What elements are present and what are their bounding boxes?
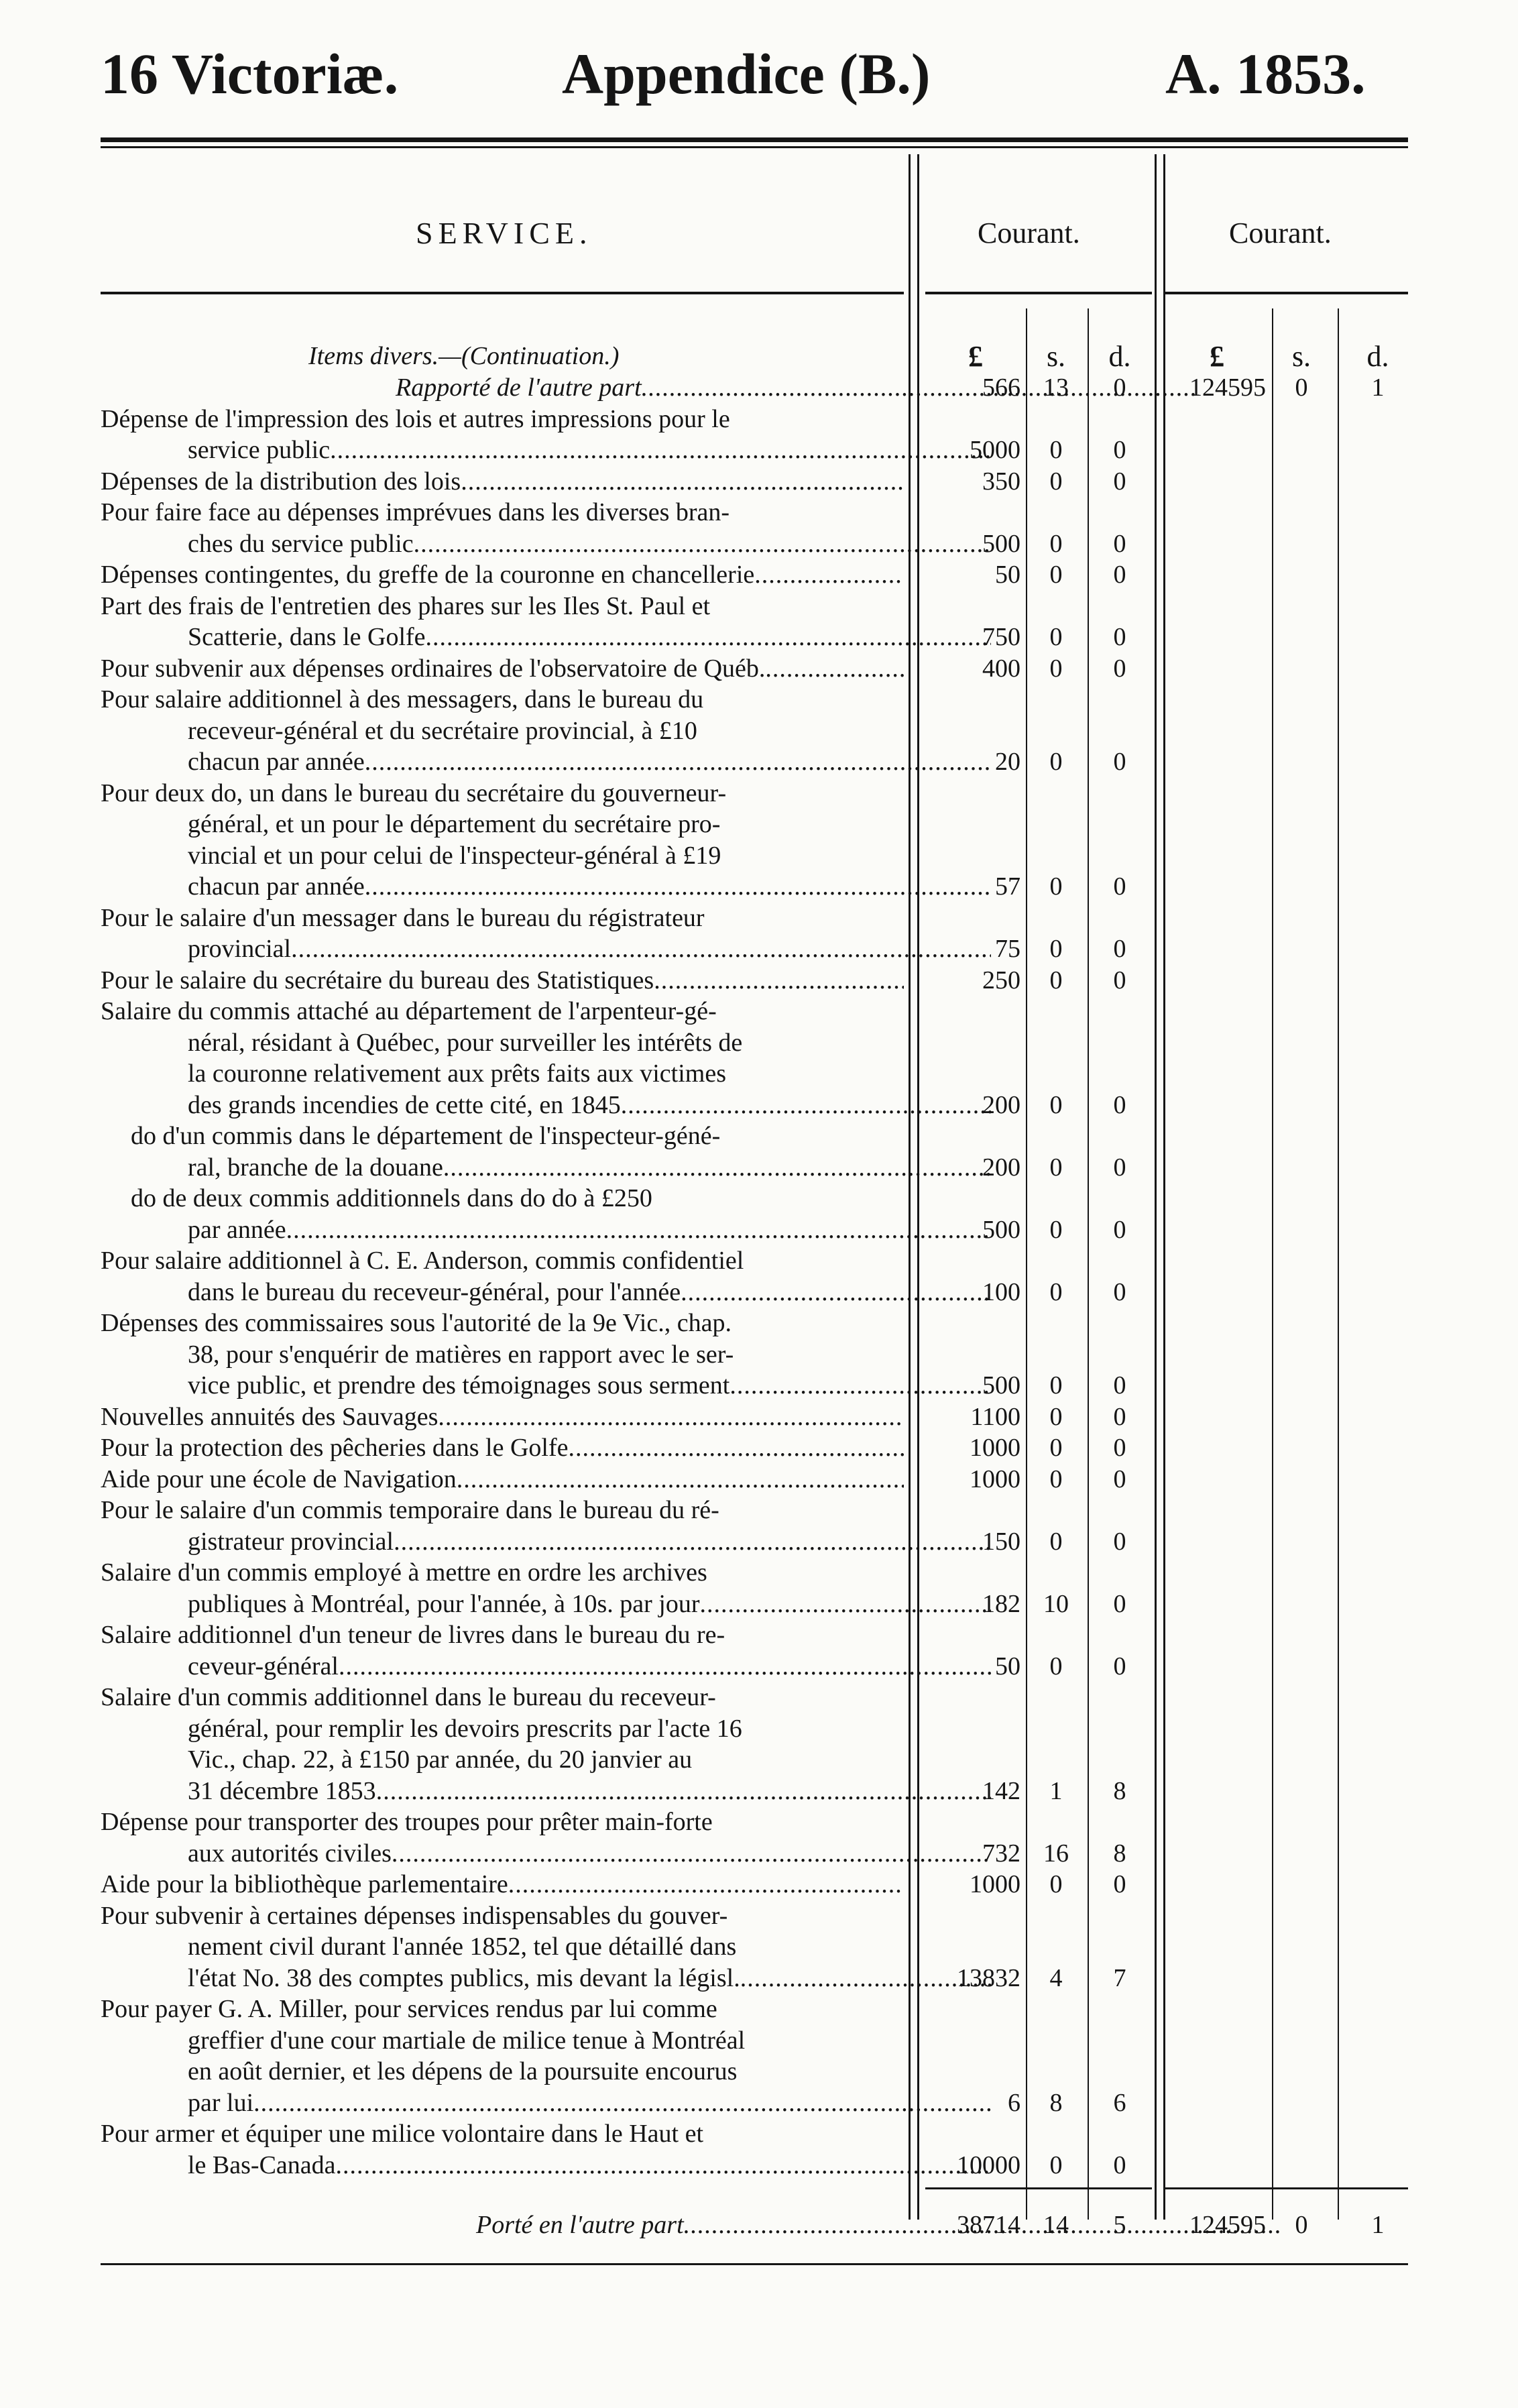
item-text: Pour la protection des pêcheries dans le Golfe: [101, 1434, 569, 1462]
amount-pence: 0: [1113, 1215, 1126, 1244]
amount-pence: 0: [1113, 1090, 1126, 1119]
amount-shillings: 0: [1049, 1434, 1063, 1462]
amount-pence: 0: [1113, 748, 1126, 776]
item-description-line: [101, 435, 991, 465]
amount-pounds: 500: [982, 1215, 1020, 1244]
item-text: Nouvelles annuités des Sauvages: [101, 1402, 439, 1431]
item-text: Pour salaire additionnel à des messagers, dans le bureau du: [101, 685, 704, 713]
item-text: do de deux commis additionnels dans do do à £250: [131, 1184, 652, 1212]
item-text: néral, résidant à Québec, pour surveiller les intérêts de: [188, 1028, 743, 1057]
item-text: l'état No. 38 des comptes publics, mis devant la législ.: [188, 1963, 740, 1992]
item-text: aux autorités civiles: [188, 1839, 392, 1868]
amount-shillings: 0: [1049, 1465, 1063, 1493]
amount-pounds: 13832: [957, 1963, 1020, 1992]
header-rule-thick: [101, 137, 1408, 142]
amount-pounds: 732: [982, 1839, 1020, 1868]
item-text: provincial: [188, 935, 292, 963]
item-description-line: [101, 1183, 934, 1214]
item-text: greffier d'une cour martiale de milice tenue à Montréal: [188, 2026, 746, 2055]
total-label: Porté en l'autre part .....: [101, 2210, 1279, 2240]
amount-pounds: 350: [982, 467, 1020, 496]
item-description-line: [101, 1432, 904, 1463]
item-description-line: [101, 1776, 991, 1807]
column-divider: [1163, 154, 1165, 2220]
item-text: Dépenses de la distribution des lois: [101, 467, 461, 496]
item-text: nement civil durant l'année 1852, tel que détaillé dans: [188, 1933, 737, 1961]
item-description-line: [101, 591, 904, 622]
item-description-line: [101, 1807, 904, 1837]
item-text: service public: [188, 436, 331, 464]
item-description-line: [101, 715, 991, 746]
amount-pounds: 500: [982, 1371, 1020, 1399]
item-description-line: [101, 1339, 991, 1370]
item-text: Pour le salaire d'un commis temporaire dans le bureau du ré-: [101, 1496, 719, 1524]
item-description-line: [101, 2150, 991, 2181]
item-text: Dépense de l'impression des lois et autres impressions pour le: [101, 404, 730, 433]
total-pounds: 38714: [957, 2211, 1020, 2239]
courant-1-header-rule: [925, 292, 1152, 294]
bottom-rule: [101, 2263, 1408, 2265]
column-divider: [1088, 308, 1089, 2220]
item-text: le Bas-Canada: [188, 2151, 336, 2179]
item-text: par année: [188, 1215, 286, 1244]
item-description-line: [101, 1713, 991, 1744]
amount-pounds: 75: [995, 935, 1020, 963]
amount-pounds: 142: [982, 1776, 1020, 1805]
item-text: en août dernier, et les dépens de la poursuite encourus: [188, 2057, 738, 2085]
item-text: des grands incendies de cette cité, en 1845: [188, 1090, 621, 1119]
amount-shillings: 0: [1049, 748, 1063, 776]
item-text: par lui: [188, 2088, 254, 2117]
item-text: vice public, et prendre des témoignages sous serment: [188, 1371, 730, 1399]
item-text: chacun par année: [188, 872, 365, 901]
item-text: Aide pour la bibliothèque parlementaire: [101, 1870, 508, 1898]
header-year: A. 1853.: [1165, 42, 1366, 106]
amount-pence: 0: [1113, 654, 1126, 683]
amount-pounds: 400: [982, 654, 1020, 683]
amount-pence: 0: [1113, 1402, 1126, 1431]
unit-pounds: £: [1210, 340, 1224, 373]
amount-pounds: 250: [982, 966, 1020, 994]
item-text: Salaire du commis attaché au département de l'arpenteur-gé-: [101, 997, 717, 1025]
amount-pence: 7: [1113, 1963, 1126, 1992]
header-rule-thin: [101, 146, 1408, 148]
item-text: Pour armer et équiper une milice volontaire dans le Haut et: [101, 2120, 704, 2148]
item-description-line: [101, 1963, 991, 1994]
column-divider: [1338, 308, 1339, 2220]
header-session: 16 Victoriæ.: [101, 42, 399, 106]
amount-pence: 0: [1113, 1153, 1126, 1182]
total-rule: [925, 2187, 1152, 2189]
item-description-line: [101, 1526, 991, 1557]
item-text: Pour le salaire d'un messager dans le bureau du régistrateur: [101, 903, 705, 932]
item-description-line: [101, 1931, 991, 1962]
amount-shillings: 4: [1049, 1963, 1063, 1992]
section-title: Items divers.—(Continuation.): [308, 342, 620, 370]
amount-pence-2: 1: [1371, 374, 1385, 402]
amount-shillings: 8: [1049, 2088, 1063, 2117]
amount-pence: 0: [1113, 1870, 1126, 1898]
column-header-courant-1: Courant.: [978, 217, 1080, 249]
unit-pounds: £: [968, 340, 983, 373]
item-text: Pour faire face au dépenses imprévues dans les diverses bran-: [101, 498, 730, 526]
amount-pence: 0: [1113, 2151, 1126, 2179]
item-text: Salaire d'un commis employé à mettre en ordre les archives: [101, 1558, 707, 1587]
item-description-line: [101, 1619, 904, 1650]
amount-pence: 0: [1113, 1434, 1126, 1462]
item-description-line: [101, 1090, 991, 1121]
item-text: Pour deux do, un dans le bureau du secrétaire du gouverneur-: [101, 779, 727, 807]
amount-pounds: 50: [995, 1652, 1020, 1680]
amount-shillings: 0: [1049, 1402, 1063, 1431]
item-description-line: [101, 965, 904, 996]
item-text: Pour payer G. A. Miller, pour services rendus par lui comme: [101, 1995, 717, 2023]
amount-pence: 0: [1113, 1589, 1126, 1618]
amount-pence: 0: [1113, 436, 1126, 464]
item-description-line: [101, 840, 991, 871]
item-text: Aide pour une école de Navigation: [101, 1465, 457, 1493]
item-description-line: [101, 871, 991, 902]
amount-shillings: 0: [1049, 872, 1063, 901]
amount-shillings: 13: [1043, 374, 1069, 402]
amount-shillings: 0: [1049, 467, 1063, 496]
item-text: publiques à Montréal, pour l'année, à 10s. par jour: [188, 1589, 700, 1618]
amount-pounds: 100: [982, 1277, 1020, 1306]
amount-pence: 0: [1113, 1465, 1126, 1493]
amount-shillings: 0: [1049, 436, 1063, 464]
item-description-line: [101, 2025, 991, 2056]
amount-pence: 0: [1113, 966, 1126, 994]
amount-shillings: 0: [1049, 1870, 1063, 1898]
amount-pence: 0: [1113, 1527, 1126, 1556]
item-description-line: [101, 746, 991, 777]
item-description-line: [101, 1900, 904, 1931]
item-text: Dépenses contingentes, du greffe de la couronne en chancellerie: [101, 561, 755, 589]
unit-pence: d.: [1366, 340, 1389, 373]
item-text: dans le bureau du receveur-général, pour l'année: [188, 1277, 681, 1306]
amount-shillings: 0: [1049, 529, 1063, 558]
item-text: do d'un commis dans le département de l'inspecteur-géné-: [131, 1122, 721, 1150]
total-shillings-2: 0: [1295, 2211, 1308, 2239]
amount-shillings: 0: [1049, 2151, 1063, 2179]
item-text: général, et un pour le département du secrétaire pro-: [188, 810, 721, 838]
amount-pounds: 5000: [970, 436, 1020, 464]
unit-shillings: s.: [1291, 340, 1311, 373]
amount-pounds: 200: [982, 1153, 1020, 1182]
column-divider: [1272, 308, 1273, 2220]
amount-pounds: 750: [982, 623, 1020, 651]
item-description-line: [101, 1214, 991, 1245]
amount-shillings: 0: [1049, 1371, 1063, 1399]
amount-pounds: 1000: [970, 1465, 1020, 1493]
item-description-line: [101, 1058, 991, 1089]
item-text: général, pour remplir les devoirs prescrits par l'acte 16: [188, 1714, 742, 1743]
amount-pounds-2: 124595: [1189, 374, 1266, 402]
column-header-service: SERVICE.: [416, 216, 593, 250]
item-text: Salaire d'un commis additionnel dans le bureau du receveur-: [101, 1683, 716, 1711]
column-divider: [1155, 154, 1157, 2220]
unit-shillings: s.: [1046, 340, 1066, 373]
item-description-line: [101, 1401, 904, 1432]
item-text: Scatterie, dans le Golfe: [188, 623, 426, 651]
item-text: Pour le salaire du secrétaire du bureau des Statistiques: [101, 966, 654, 994]
item-description-line: [101, 559, 904, 590]
amount-pence: 0: [1113, 467, 1126, 496]
amount-shillings: 0: [1049, 1277, 1063, 1306]
amount-pounds: 10000: [957, 2151, 1020, 2179]
amount-shillings: 0: [1049, 966, 1063, 994]
item-description-line: [101, 1557, 904, 1588]
amount-pence: 0: [1113, 529, 1126, 558]
item-description-line: [101, 778, 904, 809]
item-description-line: [101, 1245, 904, 1276]
item-text: vincial et un pour celui de l'inspecteur-général à £19: [188, 841, 721, 870]
item-description-line: [101, 1744, 991, 1775]
unit-pence: d.: [1108, 340, 1131, 373]
total-rule: [1165, 2187, 1408, 2189]
item-description-line: [101, 684, 904, 715]
item-description-line: [101, 1994, 904, 2024]
amount-pence: 8: [1113, 1776, 1126, 1805]
courant-2-header-rule: [1165, 292, 1408, 294]
item-text: Pour subvenir aux dépenses ordinaires de l'observatoire de Québ.: [101, 654, 766, 683]
amount-pence: 8: [1113, 1839, 1126, 1868]
item-text: chacun par année: [188, 748, 365, 776]
amount-pence: 0: [1113, 872, 1126, 901]
amount-pounds: 200: [982, 1090, 1020, 1119]
total-pounds-2: 124595: [1189, 2211, 1266, 2239]
item-description-line: [101, 497, 904, 528]
item-text: Vic., chap. 22, à £150 par année, du 20 janvier au: [188, 1745, 693, 1774]
amount-pounds: 6: [1008, 2088, 1020, 2117]
amount-shillings: 0: [1049, 1090, 1063, 1119]
amount-pounds: 57: [995, 872, 1020, 901]
amount-pence: 0: [1113, 1652, 1126, 1680]
item-text: gistrateur provincial: [188, 1527, 394, 1556]
amount-pence: 0: [1113, 561, 1126, 589]
amount-pence: 0: [1113, 374, 1126, 402]
amount-pence: 6: [1113, 2088, 1126, 2117]
item-description-line: [101, 2087, 991, 2118]
amount-shillings: 0: [1049, 654, 1063, 683]
item-description-line: [101, 1277, 991, 1308]
item-description-line: [101, 622, 991, 652]
item-text: receveur-général et du secrétaire provincial, à £10: [188, 716, 697, 745]
item-text: Salaire additionnel d'un teneur de livres dans le bureau du re-: [101, 1621, 725, 1649]
item-description-line: [101, 653, 904, 684]
item-text: 38, pour s'enquérir de matières en rapport avec le ser-: [188, 1340, 734, 1369]
item-text: Dépense pour transporter des troupes pour prêter main-forte: [101, 1808, 713, 1836]
item-text: Pour salaire additionnel à C. E. Anderson, commis confidentiel: [101, 1247, 744, 1275]
amount-shillings: 0: [1049, 1652, 1063, 1680]
amount-shillings: 16: [1043, 1839, 1069, 1868]
item-text: Part des frais de l'entretien des phares sur les Iles St. Paul et: [101, 591, 711, 620]
amount-pounds: 150: [982, 1527, 1020, 1556]
item-description-line: [101, 903, 904, 933]
item-description-line: [101, 466, 904, 497]
amount-pence: 0: [1113, 935, 1126, 963]
service-header-rule: [101, 292, 904, 294]
item-description-line: [101, 1464, 904, 1495]
item-text: Dépenses des commissaires sous l'autorité de la 9e Vic., chap.: [101, 1309, 732, 1337]
header-appendix: Appendice (B.): [562, 42, 931, 106]
amount-pence: 0: [1113, 623, 1126, 651]
amount-pounds: 20: [995, 748, 1020, 776]
item-description-line: [101, 1370, 991, 1401]
amount-pounds: 50: [995, 561, 1020, 589]
amount-pounds: 1100: [970, 1402, 1020, 1431]
amount-pounds: 1000: [970, 1870, 1020, 1898]
amount-pence: 0: [1113, 1371, 1126, 1399]
item-text: ral, branche de la douane: [188, 1153, 443, 1182]
item-description-line: [101, 1495, 904, 1526]
amount-shillings: 0: [1049, 561, 1063, 589]
amount-shillings: 0: [1049, 1215, 1063, 1244]
amount-shillings: 0: [1049, 935, 1063, 963]
item-text: Pour subvenir à certaines dépenses indispensables du gouver-: [101, 1901, 728, 1930]
item-text: 31 décembre 1853: [188, 1776, 376, 1805]
item-text: ches du service public: [188, 529, 414, 558]
amount-shillings: 1: [1049, 1776, 1063, 1805]
item-description-line: [101, 809, 991, 840]
total-pence-2: 1: [1371, 2211, 1385, 2239]
amount-shillings: 0: [1049, 623, 1063, 651]
item-description-line: [101, 933, 991, 964]
amount-pounds: 1000: [970, 1434, 1020, 1462]
amount-shillings: 10: [1043, 1589, 1069, 1618]
item-description-line: [101, 1308, 904, 1338]
item-text: ceveur-général: [188, 1652, 339, 1680]
item-description-line: [101, 1682, 904, 1713]
amount-shillings: 0: [1049, 1527, 1063, 1556]
amount-pounds: 182: [982, 1589, 1020, 1618]
item-description-line: [101, 1027, 991, 1058]
item-description-line: [101, 2118, 904, 2149]
item-description-line: [101, 1869, 904, 1900]
item-description-line: [101, 1121, 934, 1151]
item-description-line: [101, 404, 904, 435]
amount-pence: 0: [1113, 1277, 1126, 1306]
amount-shillings: 0: [1049, 1153, 1063, 1182]
item-description-line: [101, 528, 991, 559]
item-text: la couronne relativement aux prêts faits aux victimes: [188, 1059, 726, 1088]
item-description-line: [101, 2056, 991, 2087]
total-pence: 5: [1113, 2211, 1126, 2239]
item-description-line: [101, 1152, 991, 1183]
item-text: Rapporté de l'autre part: [396, 374, 642, 402]
item-description-line: [101, 996, 904, 1027]
total-shillings: 14: [1043, 2211, 1069, 2239]
item-description-line: [101, 1651, 991, 1682]
item-description-line: [101, 1838, 991, 1869]
amount-pounds: 500: [982, 529, 1020, 558]
column-divider: [1026, 308, 1027, 2220]
item-description-line: [101, 1589, 991, 1619]
amount-pounds: 566: [982, 374, 1020, 402]
amount-shillings-2: 0: [1295, 374, 1308, 402]
column-header-courant-2: Courant.: [1229, 217, 1332, 249]
